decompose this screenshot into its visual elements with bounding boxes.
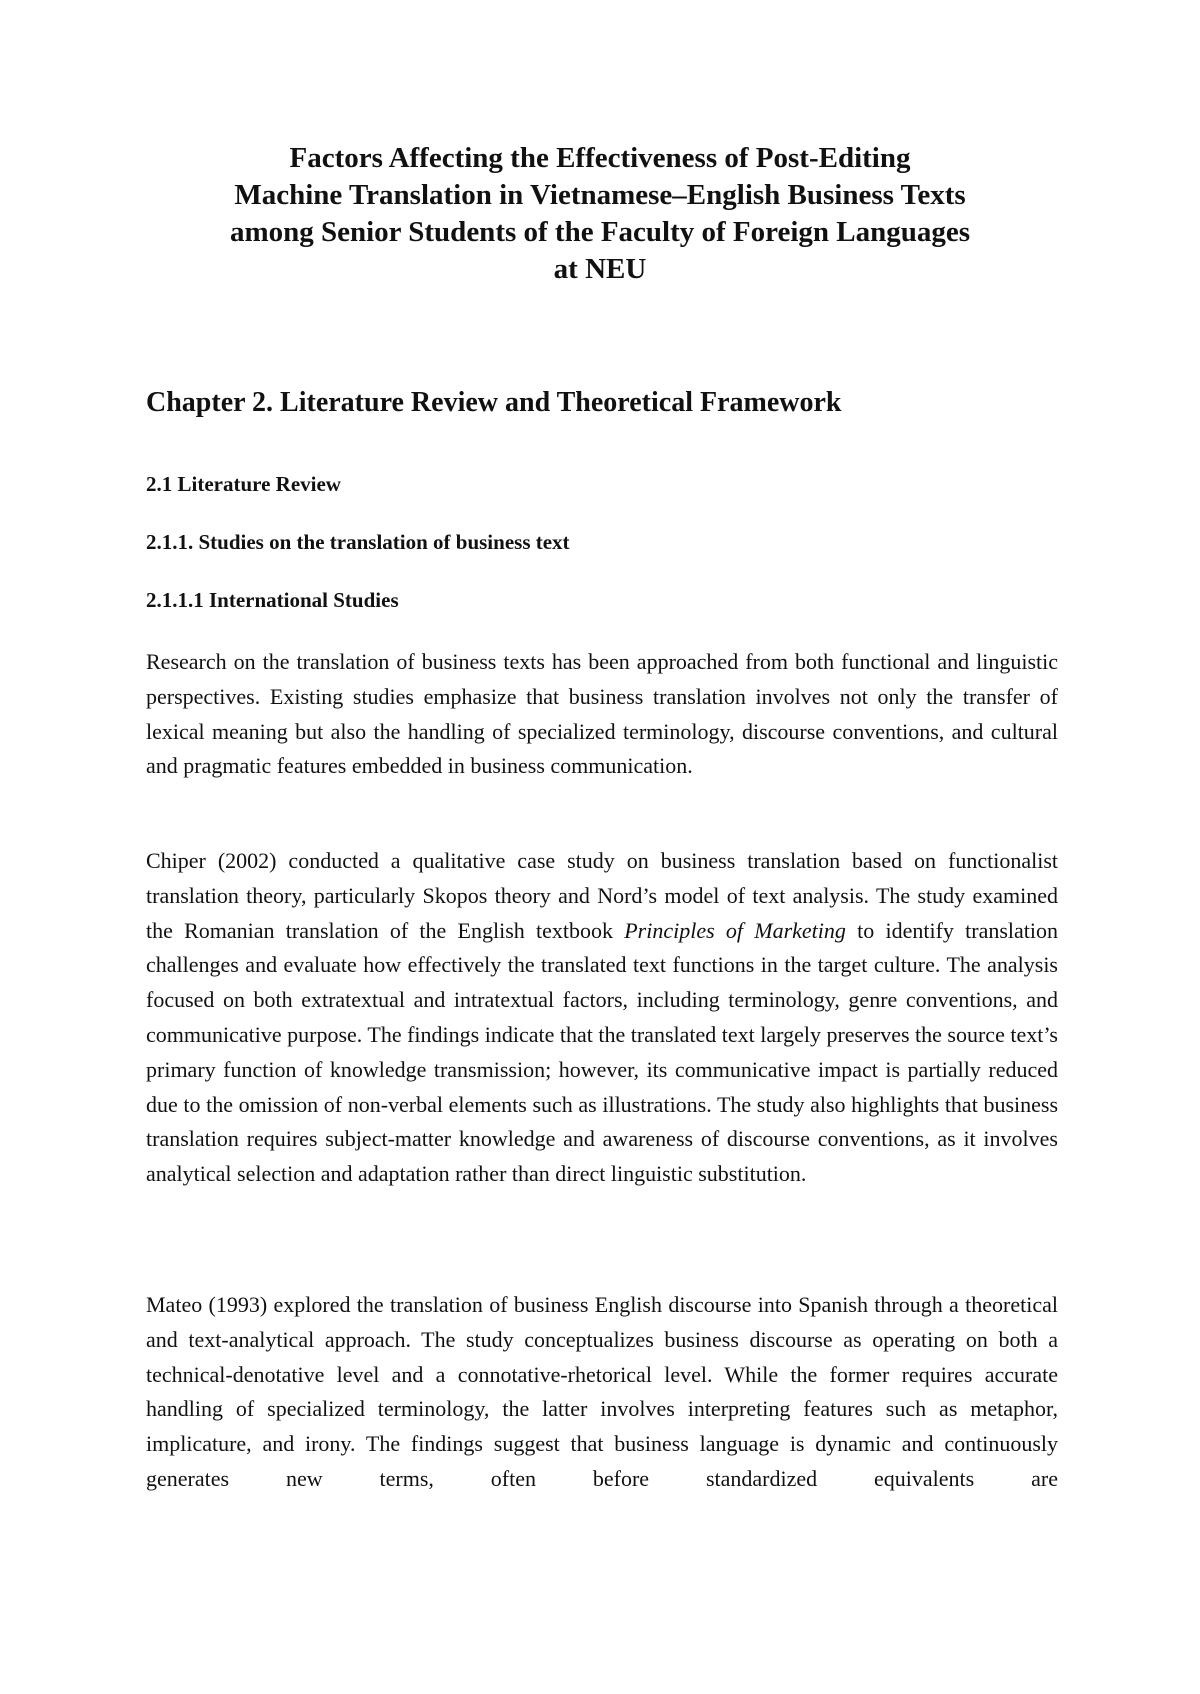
subsection-heading: 2.1.1. Studies on the translation of business text [146,530,570,554]
section-heading: 2.1 Literature Review [146,472,341,496]
chapter-heading: Chapter 2. Literature Review and Theoretical Framework [146,387,842,418]
title-line: at NEU [553,253,647,285]
title-line: Factors Affecting the Effectiveness of Post-Editing [289,142,911,174]
title-line: among Senior Students of the Faculty of Foreign Languages [229,216,971,248]
document-title [150,140,1050,288]
paragraph-3: Mateo (1993) explored the translation of business English discourse into Spanish through a theoretical and text-analytical approach. The study conceptualizes business discourse as operating on both a technical-denotative level and a connotative-rhetorical level. While the former requires accurate handling of specialized terminology, the latter involves interpreting features such as metaphor, implicature, and irony. The findings suggest that business language is dynamic and continuously generates new terms, often before standardized equivalents are [146,1292,1058,1491]
subsubsection-heading: 2.1.1.1 International Studies [146,588,399,612]
paragraph-1: Research on the translation of business texts has been approached from both functional and linguistic perspectives. Existing studies emphasize that business translation involves not only the transfer of lexical meaning but also the handling of specialized terminology, discourse conventions, and cultural and pragmatic features embedded in business communication. [146,649,1058,779]
paragraph-2-text-a: Chiper (2002) conducted a qualitative case study on business translation based on functionalist translation theory, particularly Skopos theory and Nord’s model of text analysis. The study examined the Romanian translation of the English textbook [146,848,1058,943]
book-title: Principles of Marketing [624,917,846,943]
paragraph-2 [146,844,1058,1192]
paragraph-2-text-b: to identify translation challenges and evaluate how effectively the translated text functions in the target culture. The analysis focused on both extratextual and intratextual factors, including terminology, genre conventions, and communicative purpose. The findings indicate that the translated text largely preserves the source text’s primary function of knowledge transmission; however, its communicative impact is partially reduced due to the omission of non-verbal elements such as illustrations. The study also highlights that business translation requires subject-matter knowledge and awareness of discourse conventions, as it involves analytical selection and adaptation rather than direct linguistic substitution. [146,917,1058,1187]
title-line: Machine Translation in Vietnamese–English Business Texts [234,179,966,211]
